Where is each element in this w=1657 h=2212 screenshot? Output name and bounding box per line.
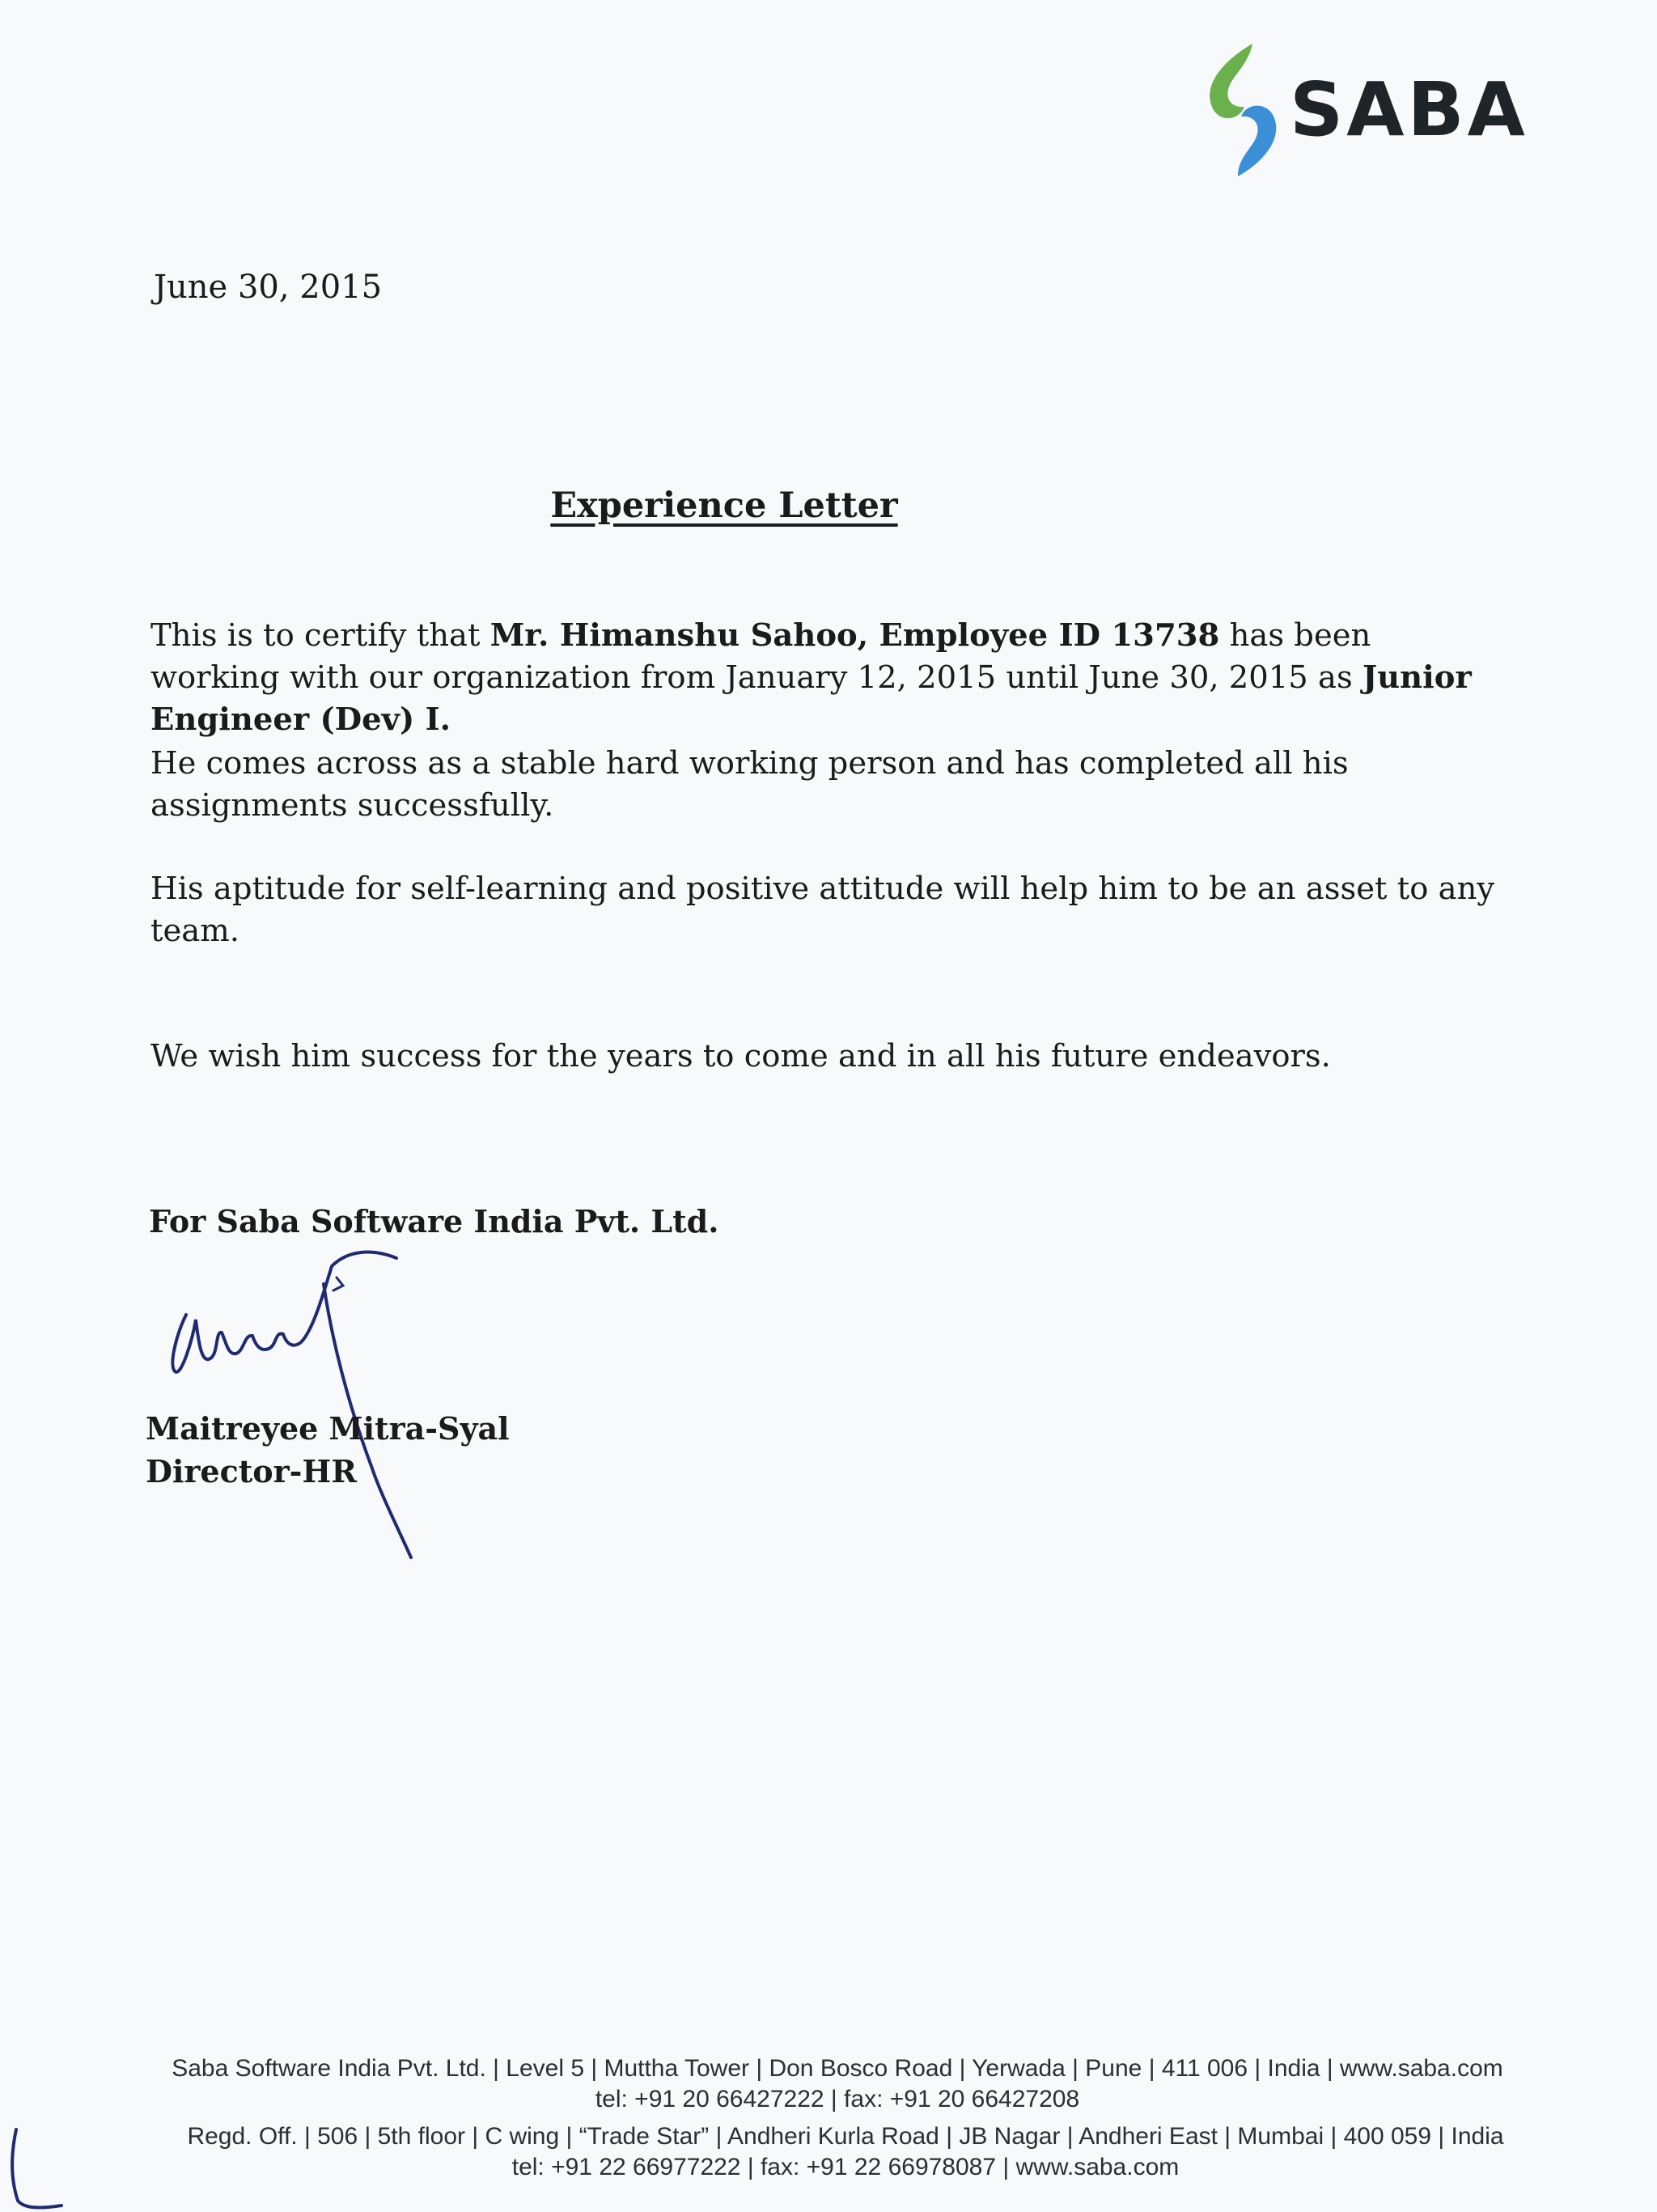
job-title: Junior Engineer (Dev) I. bbox=[150, 659, 1472, 738]
logo-wordmark: SABA bbox=[1290, 66, 1528, 153]
performance-paragraph: He comes across as a stable hard working person and has completed all his assignments successfully. bbox=[150, 745, 1349, 824]
footer-contact-line: tel: +91 20 66427222 | fax: +91 20 66427208 bbox=[595, 2086, 1080, 2112]
letter-title: Experience Letter bbox=[550, 485, 898, 526]
footer-registered-office-line: Regd. Off. | 506 | 5th floor | C wing | “Trade Star” | Andheri Kurla Road | JB Nagar | Andheri East | Mumbai | 400 059 | India bbox=[187, 2123, 1504, 2150]
wishes-paragraph: We wish him success for the years to come and in all his future endeavors. bbox=[150, 1038, 1331, 1074]
company-sign-line: For Saba Software India Pvt. Ltd. bbox=[149, 1203, 719, 1239]
letter-date: June 30, 2015 bbox=[154, 269, 383, 306]
saba-logo bbox=[1189, 39, 1545, 184]
signer-title: Director-HR bbox=[146, 1453, 357, 1489]
saba-swirl-icon bbox=[1189, 39, 1295, 184]
certification-paragraph bbox=[150, 615, 1510, 741]
p1-intro: This is to certify that bbox=[150, 617, 490, 654]
signer-name: Maitreyee Mitra-Syal bbox=[146, 1410, 510, 1447]
aptitude-paragraph: His aptitude for self-learning and positive attitude will help him to be an asset to any team. bbox=[150, 871, 1495, 949]
footer-registered-contact-line: tel: +91 22 66977222 | fax: +91 22 66978087 | www.saba.com bbox=[511, 2154, 1180, 2180]
p1-middle: has been working with our organization from January 12, 2015 until June 30, 2015 as bbox=[150, 617, 1371, 696]
ink-mark bbox=[0, 2128, 65, 2212]
footer-address-line: Saba Software India Pvt. Ltd. | Level 5 | Muttha Tower | Don Bosco Road | Yerwada | Pune | 411 006 | India | www.saba.com bbox=[172, 2055, 1503, 2082]
employee-name-id: Mr. Himanshu Sahoo, Employee ID 13738 bbox=[489, 617, 1220, 654]
